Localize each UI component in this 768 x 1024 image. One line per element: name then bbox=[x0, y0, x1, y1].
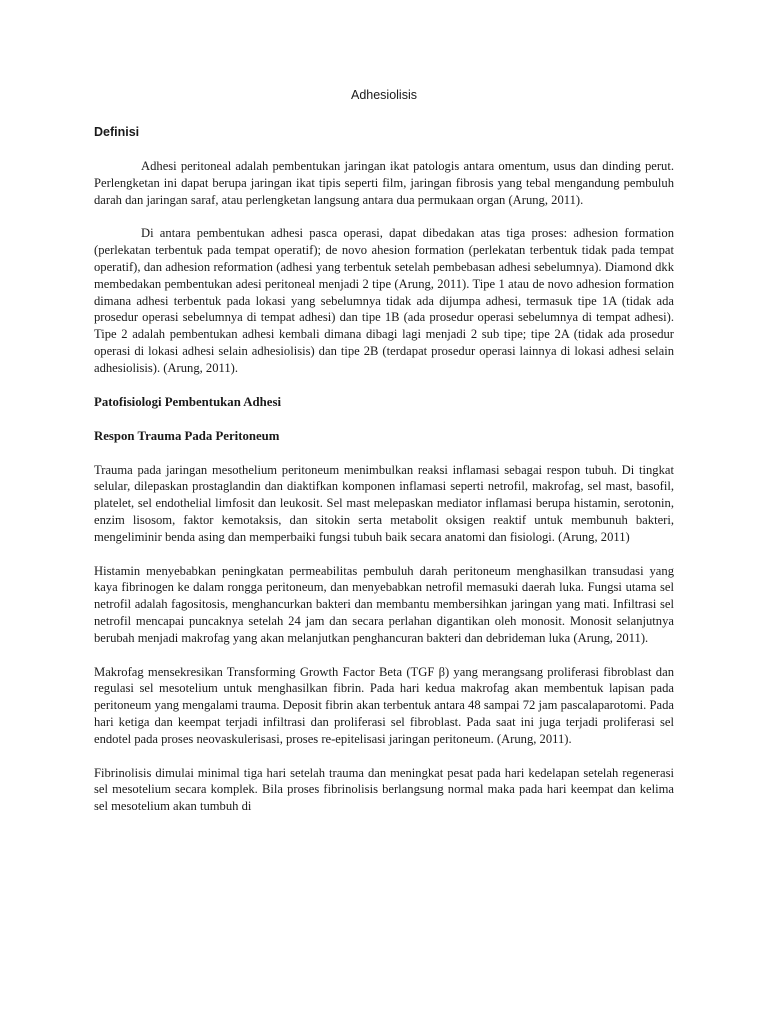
section-heading-respon-trauma: Respon Trauma Pada Peritoneum bbox=[94, 428, 280, 443]
paragraph-definisi-1: Adhesi peritoneal adalah pembentukan jaringan ikat patologis antara omentum, usus dan dinding perut. Perlengketan ini dapat berupa jaringan ikat tipis seperti film, jaringan fibrosis yang tebal mengandung pembuluh darah dan jaringan saraf, atau perlengketan langsung antara dua permukaan organ (Arung, 2011). bbox=[94, 159, 674, 207]
paragraph-definisi-2: Di antara pembentukan adhesi pasca operasi, dapat dibedakan atas tiga proses: adhesion formation (perlekatan terbentuk pada tempat operatif); de novo ahesion formation (perlekatan terbentuk tidak pada tempat operatif), dan adhesion reformation (adhesi yang terbentuk setelah pembebasan adhesi sebelumnya). Diamond dkk membedakan pembentukan adesi peritoneal menjadi 2 tipe (Arung, 2011). Tipe 1 atau de novo adhesion formation dimana adhesi terbentuk pada lokasi yang sebelumnya tidak ada dijumpa adhesi, termasuk tipe 1A (tidak ada prosedur operasi sebelumnya di tempat adhesi) dan tipe 1B (ada prosedur operasi sebelumnya di tempat adhesi). Tipe 2 adalah pembentukan adhesi kembali dimana dibagi lagi menjadi 2 sub tipe; tipe 2A (tidak ada prosedur operasi di lokasi adhesi selain adhesiolisis) dan tipe 2B (terdapat prosedur operasi lainnya di lokasi adhesi selain adhesiolisis). (Arung, 2011). bbox=[94, 226, 674, 375]
paragraph-respon-1: Trauma pada jaringan mesothelium peritoneum menimbulkan reaksi inflamasi sebagai respon tubuh. Di tingkat selular, dilepaskan prostaglandin dan diaktifkan komponen inflamasi seperti netrofil, makrofag, sel mast, basofil, platelet, sel endothelial limfosit dan leukosit. Sel mast melepaskan mediator inflamasi berupa histamin, serotonin, enzim lisosom, faktor kemotaksis, dan sitokin serta metabolit oksigen reaktif untuk membunuh bakteri, mengeliminir benda asing dan memperbaiki fungsi tubuh baik secara anatomi dan fisiologi. (Arung, 2011) bbox=[94, 462, 674, 544]
paragraph-respon-4: Fibrinolisis dimulai minimal tiga hari setelah trauma dan meningkat pesat pada hari kedelapan setelah regenerasi sel mesotelium secara komplek. Bila proses fibrinolisis berlangsung normal maka pada hari keempat dan kelima sel mesotelium akan tumbuh di bbox=[94, 765, 674, 814]
paragraph-respon-2: Histamin menyebabkan peningkatan permeabilitas pembuluh darah peritoneum menghasilkan transudasi yang kaya fibrinogen ke dalam rongga peritoneum, dan menyebabkan netrofil memasuki daerah luka. Fungsi utama sel netrofil adalah fagositosis, menghancurkan bakteri dan membantu membersihkan jaringan yang mati. Infiltrasi sel netrofil mencapai puncaknya setelah 24 jam dan secara perlahan digantikan oleh monosit. Monosit selanjutnya berubah menjadi makrofag yang akan melanjutkan penghancuran bakteri dan debrideman luka (Arung, 2011). bbox=[94, 563, 674, 645]
document-page bbox=[94, 87, 674, 815]
section-heading-patofisiologi: Patofisiologi Pembentukan Adhesi bbox=[94, 394, 281, 409]
section-heading-definisi: Definisi bbox=[94, 125, 140, 139]
paragraph-respon-3: Makrofag mensekresikan Transforming Growth Factor Beta (TGF β) yang merangsang proliferasi fibroblast dan regulasi sel mesotelium untuk menghasilkan fibrin. Pada hari kedua makrofag akan membentuk lapisan pada peritoneum yang mengalami trauma. Deposit fibrin akan terbentuk antara 48 sampai 72 jam pascalaparotomi. Pada hari ketiga dan keempat terjadi infiltrasi dan proliferasi sel fibroblast. Pada saat ini juga terjadi proliferasi sel endotel pada proses neovaskulerisasi, proses re-epitelisasi jaringan peritoneum. (Arung, 2011). bbox=[94, 664, 674, 746]
page-title: Adhesiolisis bbox=[350, 88, 417, 102]
